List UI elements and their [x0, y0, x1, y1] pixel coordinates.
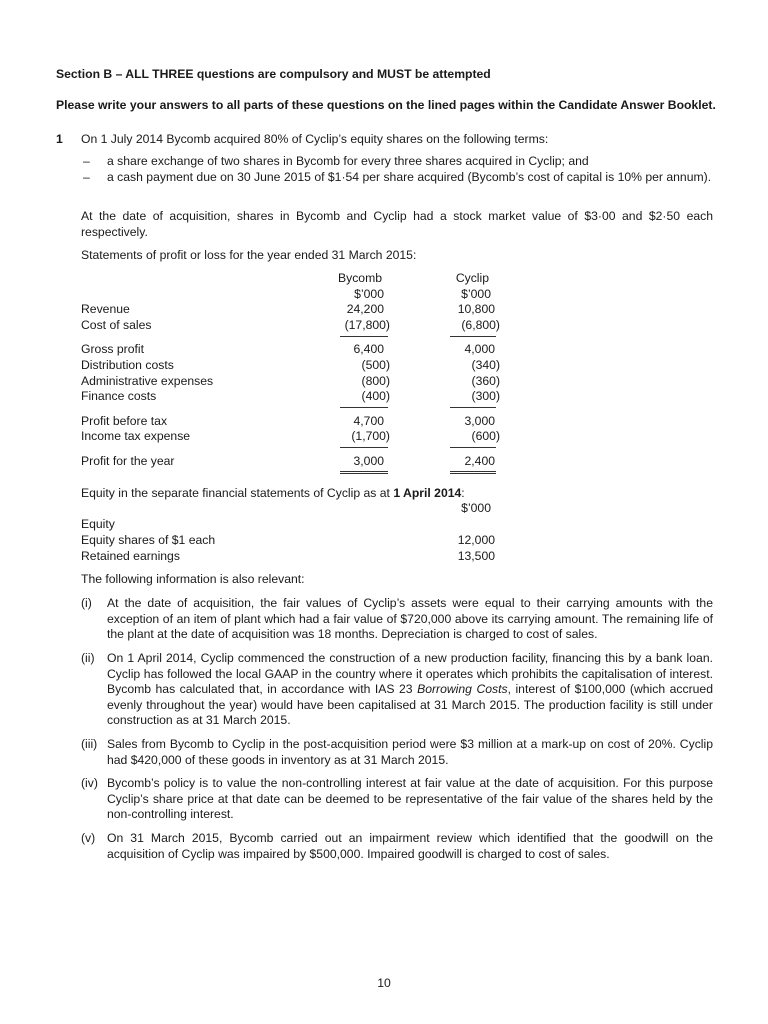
section-title: Section B – ALL THREE questions are compulsory and MUST be attempted [56, 67, 491, 81]
pl-label: Gross profit [81, 342, 144, 356]
item-label: (iv) [81, 776, 98, 790]
equity-unit: $’000 [461, 501, 491, 515]
term-2: a cash payment due on 30 June 2015 of $1·54 per share acquired (Bycomb’s cost of capital is 10% per annum). [107, 170, 712, 184]
pl-title: Statements of profit or loss for the year ended 31 March 2015: [81, 248, 417, 262]
pl-label: Distribution costs [81, 358, 174, 372]
term-dash: – [83, 170, 90, 184]
total-rule [340, 471, 388, 472]
pl-value-bycomb: (500) [361, 358, 390, 372]
pl-label: Cost of sales [81, 318, 152, 332]
pl-value-bycomb: 6,400 [353, 342, 384, 356]
pl-label: Finance costs [81, 389, 157, 403]
subtotal-rule [450, 447, 496, 448]
info-intro: The following information is also relevant: [81, 572, 305, 586]
pl-value-bycomb: (800) [361, 374, 390, 388]
equity-heading: Equity [81, 517, 115, 531]
pl-value-cyclip: (360) [471, 374, 500, 388]
item-text: At the date of acquisition, the fair values of Cyclip’s assets were equal to their carrying amounts with the exception of an item of plant which had a fair value of $720,000 above its carrying amount. The remaining life of the plant at the date of acquisition was 18 months. Depreciation is charged to cost of sales. [107, 596, 713, 641]
pl-value-bycomb: 4,700 [353, 414, 384, 428]
pl-label: Profit before tax [81, 414, 168, 428]
pl-value-cyclip: 4,000 [464, 342, 495, 356]
pl-value-cyclip: (600) [471, 429, 500, 443]
total-rule [340, 473, 388, 474]
item-text: On 31 March 2015, Bycomb carried out an impairment review which identified that the goodwill on the acquisition of Cyclip was impaired by $500,000. Impaired goodwill is charged to cost of sales. [107, 831, 713, 861]
page-number: 10 [377, 976, 391, 990]
equity-intro: Equity in the separate financial statements of Cyclip as at 1 April 2014: [81, 486, 465, 500]
pl-value-cyclip: 10,800 [457, 302, 495, 316]
subtotal-rule [340, 336, 388, 337]
pl-label: Profit for the year [81, 454, 175, 468]
question-intro: On 1 July 2014 Bycomb acquired 80% of Cyclip’s equity shares on the following terms: [81, 132, 549, 146]
item-label: (v) [81, 831, 96, 845]
item-text: Sales from Bycomb to Cyclip in the post-acquisition period were $3 million at a mark-up on cost of 20%. Cyclip had $420,000 of these goods in inventory as at 31 March 2015. [107, 737, 713, 767]
subtotal-rule [340, 447, 388, 448]
item-text: Bycomb’s policy is to value the non-controlling interest at fair value at the date of acquisition. For this purpose Cyclip’s share price at that date can be deemed to be representative of the fair value of the shares held by the non-controlling interest. [107, 776, 713, 821]
pl-value-bycomb: (1,700) [351, 429, 390, 443]
pl-value-cyclip: 3,000 [464, 414, 495, 428]
col-unit-cyclip: $’000 [461, 287, 491, 301]
subtotal-rule [340, 407, 388, 408]
pl-value-cyclip: 2,400 [464, 454, 495, 468]
subtotal-rule [450, 336, 496, 337]
subtotal-rule [450, 407, 496, 408]
pl-value-bycomb: (17,800) [344, 318, 390, 332]
equity-value: 13,500 [457, 549, 495, 563]
total-rule [450, 473, 496, 474]
item-label: (ii) [81, 651, 95, 665]
pl-label: Administrative expenses [81, 374, 214, 388]
market-value-text: At the date of acquisition, shares in Bycomb and Cyclip had a stock market value of $3·00 and $2·50 each respectively. [81, 209, 713, 239]
col-header-bycomb: Bycomb [337, 271, 382, 285]
pl-value-bycomb: (400) [361, 389, 390, 403]
pl-value-cyclip: (6,800) [461, 318, 500, 332]
equity-value: 12,000 [457, 533, 495, 547]
col-header-cyclip: Cyclip [455, 271, 489, 285]
pl-value-cyclip: (340) [471, 358, 500, 372]
instruction: Please write your answers to all parts of these questions on the lined pages within the Candidate Answer Booklet. [56, 98, 716, 112]
item-label: (i) [81, 596, 92, 610]
pl-label: Revenue [81, 302, 130, 316]
total-rule [450, 471, 496, 472]
pl-label: Income tax expense [81, 429, 191, 443]
col-unit-bycomb: $’000 [354, 287, 384, 301]
item-text: On 1 April 2014, Cyclip commenced the construction of a new production facility, financing this by a bank loan. Cyclip has followed the local GAAP in the country where it operates which prohibits the capitalisation of interest. Bycomb has calculated that, in accordance with IAS 23 Borrowing Costs, interest of $100,000 (which accrued evenly throughout the year) would have been capitalised at 31 March 2015. The production facility is still under construction as at 31 March 2015. [107, 651, 713, 727]
item-label: (iii) [81, 737, 98, 751]
pl-value-bycomb: 24,200 [346, 302, 384, 316]
question-number: 1 [56, 132, 63, 146]
pl-value-bycomb: 3,000 [353, 454, 384, 468]
equity-label: Equity shares of $1 each [81, 533, 216, 547]
pl-value-cyclip: (300) [471, 389, 500, 403]
term-dash: – [83, 154, 90, 168]
term-1: a share exchange of two shares in Bycomb for every three shares acquired in Cyclip; and [107, 154, 589, 168]
equity-label: Retained earnings [81, 549, 180, 563]
